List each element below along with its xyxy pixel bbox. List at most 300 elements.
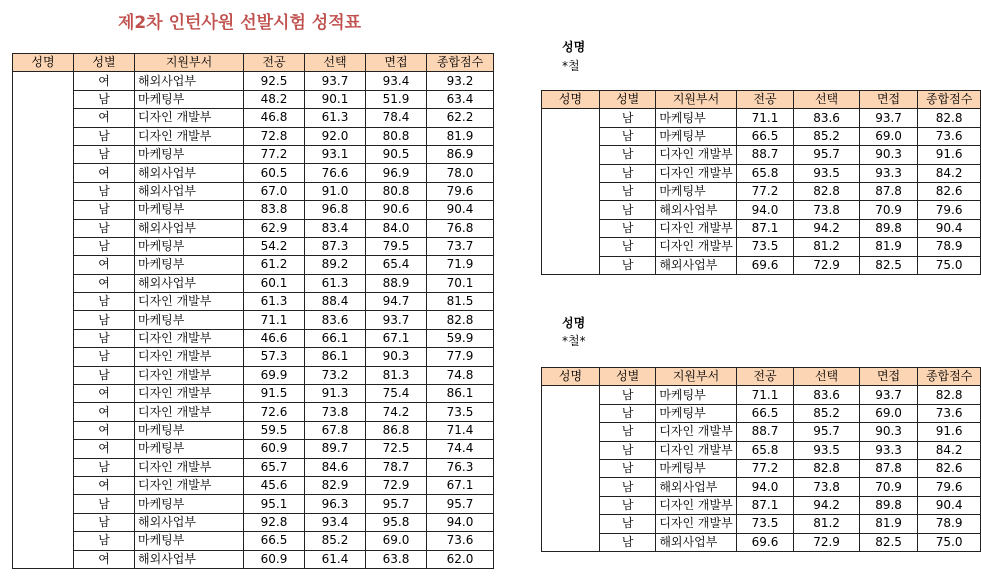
cell-major-score[interactable]: 73.5 xyxy=(736,238,794,256)
cell-total-score[interactable]: 81.5 xyxy=(427,293,494,311)
cell-interview-score[interactable]: 93.3 xyxy=(859,441,917,459)
cell-total-score[interactable]: 78.9 xyxy=(918,515,981,533)
cell-elective-score[interactable]: 83.6 xyxy=(794,386,859,404)
cell-total-score[interactable]: 90.4 xyxy=(918,219,981,237)
cell-department[interactable]: 디자인 개발부 xyxy=(656,423,736,441)
cell-major-score[interactable]: 69.6 xyxy=(736,256,794,274)
header-gender[interactable]: 성별 xyxy=(600,91,656,109)
cell-department[interactable]: 마케팅부 xyxy=(656,459,736,477)
cell-elective-score[interactable]: 93.5 xyxy=(794,441,859,459)
cell-interview-score[interactable]: 78.4 xyxy=(366,109,427,127)
cell-name[interactable] xyxy=(13,440,74,458)
cell-gender[interactable]: 남 xyxy=(74,293,135,311)
cell-department[interactable]: 마케팅부 xyxy=(656,109,736,127)
cell-major-score[interactable]: 69.6 xyxy=(736,533,794,551)
cell-major-score[interactable]: 87.1 xyxy=(736,496,794,514)
cell-elective-score[interactable]: 61.3 xyxy=(305,274,366,292)
cell-gender[interactable]: 여 xyxy=(74,440,135,458)
cell-total-score[interactable]: 75.0 xyxy=(918,533,981,551)
cell-major-score[interactable]: 61.2 xyxy=(244,256,305,274)
cell-name[interactable] xyxy=(13,532,74,550)
cell-department[interactable]: 해외사업부 xyxy=(135,182,244,200)
cell-elective-score[interactable]: 96.8 xyxy=(305,201,366,219)
cell-department[interactable]: 디자인 개발부 xyxy=(656,441,736,459)
cell-total-score[interactable]: 94.0 xyxy=(427,513,494,531)
cell-elective-score[interactable]: 89.7 xyxy=(305,440,366,458)
cell-total-score[interactable]: 73.6 xyxy=(427,532,494,550)
header-name[interactable]: 성명 xyxy=(542,368,600,386)
cell-interview-score[interactable]: 80.8 xyxy=(366,182,427,200)
cell-total-score[interactable]: 82.8 xyxy=(918,386,981,404)
cell-major-score[interactable]: 94.0 xyxy=(736,201,794,219)
cell-elective-score[interactable]: 81.2 xyxy=(794,238,859,256)
cell-department[interactable]: 해외사업부 xyxy=(135,72,244,90)
cell-gender[interactable]: 여 xyxy=(74,403,135,421)
cell-gender[interactable]: 남 xyxy=(600,146,656,164)
cell-gender[interactable]: 남 xyxy=(600,127,656,145)
criteria1-value[interactable]: *철 xyxy=(562,59,580,73)
cell-interview-score[interactable]: 82.5 xyxy=(859,256,917,274)
cell-department[interactable]: 디자인 개발부 xyxy=(135,329,244,347)
cell-interview-score[interactable]: 78.7 xyxy=(366,458,427,476)
cell-interview-score[interactable]: 84.0 xyxy=(366,219,427,237)
cell-department[interactable]: 디자인 개발부 xyxy=(135,127,244,145)
cell-major-score[interactable]: 65.8 xyxy=(736,441,794,459)
cell-major-score[interactable]: 94.0 xyxy=(736,478,794,496)
cell-gender[interactable]: 남 xyxy=(600,182,656,200)
cell-name[interactable] xyxy=(13,90,74,108)
cell-major-score[interactable]: 66.5 xyxy=(736,404,794,422)
cell-gender[interactable]: 남 xyxy=(74,237,135,255)
cell-major-score[interactable]: 46.8 xyxy=(244,109,305,127)
cell-department[interactable]: 디자인 개발부 xyxy=(656,164,736,182)
cell-major-score[interactable]: 69.9 xyxy=(244,366,305,384)
header-name[interactable]: 성명 xyxy=(13,54,74,72)
cell-total-score[interactable]: 76.8 xyxy=(427,219,494,237)
cell-major-score[interactable]: 77.2 xyxy=(736,182,794,200)
cell-interview-score[interactable]: 93.7 xyxy=(859,386,917,404)
cell-gender[interactable]: 여 xyxy=(74,164,135,182)
cell-interview-score[interactable]: 63.8 xyxy=(366,550,427,568)
cell-gender[interactable]: 여 xyxy=(74,421,135,439)
header-name[interactable]: 성명 xyxy=(542,91,600,109)
cell-gender[interactable]: 여 xyxy=(74,385,135,403)
cell-department[interactable]: 마케팅부 xyxy=(656,127,736,145)
cell-elective-score[interactable]: 95.7 xyxy=(794,146,859,164)
cell-major-score[interactable]: 60.1 xyxy=(244,274,305,292)
cell-major-score[interactable]: 60.9 xyxy=(244,440,305,458)
cell-elective-score[interactable]: 94.2 xyxy=(794,496,859,514)
cell-gender[interactable]: 남 xyxy=(74,127,135,145)
cell-total-score[interactable]: 75.0 xyxy=(918,256,981,274)
cell-major-score[interactable]: 77.2 xyxy=(244,145,305,163)
cell-gender[interactable]: 남 xyxy=(600,404,656,422)
cell-elective-score[interactable]: 73.8 xyxy=(794,478,859,496)
cell-gender[interactable]: 남 xyxy=(600,201,656,219)
cell-elective-score[interactable]: 94.2 xyxy=(794,219,859,237)
cell-major-score[interactable]: 60.9 xyxy=(244,550,305,568)
cell-gender[interactable]: 남 xyxy=(74,495,135,513)
cell-department[interactable]: 디자인 개발부 xyxy=(135,403,244,421)
cell-major-score[interactable]: 71.1 xyxy=(244,311,305,329)
cell-elective-score[interactable]: 85.2 xyxy=(794,404,859,422)
cell-interview-score[interactable]: 90.3 xyxy=(859,146,917,164)
cell-interview-score[interactable]: 88.9 xyxy=(366,274,427,292)
cell-major-score[interactable]: 45.6 xyxy=(244,476,305,494)
cell-major-score[interactable]: 66.5 xyxy=(736,127,794,145)
cell-name[interactable] xyxy=(13,495,74,513)
cell-total-score[interactable]: 82.6 xyxy=(918,182,981,200)
header-department[interactable]: 지원부서 xyxy=(656,368,736,386)
cell-name[interactable] xyxy=(13,109,74,127)
cell-name[interactable] xyxy=(542,478,600,496)
cell-total-score[interactable]: 74.4 xyxy=(427,440,494,458)
cell-name[interactable] xyxy=(13,385,74,403)
cell-major-score[interactable]: 61.3 xyxy=(244,293,305,311)
cell-major-score[interactable]: 95.1 xyxy=(244,495,305,513)
cell-interview-score[interactable]: 51.9 xyxy=(366,90,427,108)
cell-total-score[interactable]: 71.9 xyxy=(427,256,494,274)
cell-department[interactable]: 해외사업부 xyxy=(135,550,244,568)
cell-interview-score[interactable]: 90.5 xyxy=(366,145,427,163)
cell-name[interactable] xyxy=(13,201,74,219)
cell-interview-score[interactable]: 82.5 xyxy=(859,533,917,551)
cell-gender[interactable]: 남 xyxy=(600,386,656,404)
header-department[interactable]: 지원부서 xyxy=(135,54,244,72)
cell-interview-score[interactable]: 96.9 xyxy=(366,164,427,182)
cell-department[interactable]: 마케팅부 xyxy=(135,201,244,219)
header-interview-score[interactable]: 면접 xyxy=(366,54,427,72)
cell-interview-score[interactable]: 70.9 xyxy=(859,201,917,219)
cell-gender[interactable]: 남 xyxy=(74,182,135,200)
cell-department[interactable]: 디자인 개발부 xyxy=(135,293,244,311)
cell-department[interactable]: 해외사업부 xyxy=(656,478,736,496)
header-gender[interactable]: 성별 xyxy=(74,54,135,72)
cell-total-score[interactable]: 90.4 xyxy=(918,496,981,514)
cell-elective-score[interactable]: 72.9 xyxy=(794,256,859,274)
cell-total-score[interactable]: 76.3 xyxy=(427,458,494,476)
cell-total-score[interactable]: 84.2 xyxy=(918,441,981,459)
cell-department[interactable]: 마케팅부 xyxy=(656,404,736,422)
cell-elective-score[interactable]: 93.7 xyxy=(305,72,366,90)
cell-interview-score[interactable]: 81.9 xyxy=(859,515,917,533)
cell-department[interactable]: 해외사업부 xyxy=(135,164,244,182)
cell-name[interactable] xyxy=(542,146,600,164)
cell-interview-score[interactable]: 93.7 xyxy=(859,109,917,127)
cell-gender[interactable]: 남 xyxy=(600,515,656,533)
cell-total-score[interactable]: 73.6 xyxy=(918,404,981,422)
cell-name[interactable] xyxy=(542,127,600,145)
header-total-score[interactable]: 종합점수 xyxy=(918,91,981,109)
cell-major-score[interactable]: 67.0 xyxy=(244,182,305,200)
cell-major-score[interactable]: 92.8 xyxy=(244,513,305,531)
cell-name[interactable] xyxy=(542,533,600,551)
cell-interview-score[interactable]: 94.7 xyxy=(366,293,427,311)
cell-interview-score[interactable]: 72.5 xyxy=(366,440,427,458)
cell-department[interactable]: 디자인 개발부 xyxy=(135,348,244,366)
cell-major-score[interactable]: 72.6 xyxy=(244,403,305,421)
cell-elective-score[interactable]: 83.4 xyxy=(305,219,366,237)
cell-elective-score[interactable]: 92.0 xyxy=(305,127,366,145)
cell-elective-score[interactable]: 82.9 xyxy=(305,476,366,494)
cell-total-score[interactable]: 91.6 xyxy=(918,423,981,441)
cell-interview-score[interactable]: 74.2 xyxy=(366,403,427,421)
cell-name[interactable] xyxy=(13,293,74,311)
cell-department[interactable]: 마케팅부 xyxy=(135,440,244,458)
cell-elective-score[interactable]: 91.3 xyxy=(305,385,366,403)
cell-department[interactable]: 해외사업부 xyxy=(135,219,244,237)
cell-department[interactable]: 디자인 개발부 xyxy=(656,146,736,164)
cell-name[interactable] xyxy=(542,256,600,274)
cell-gender[interactable]: 남 xyxy=(74,219,135,237)
cell-total-score[interactable]: 73.5 xyxy=(427,403,494,421)
cell-total-score[interactable]: 63.4 xyxy=(427,90,494,108)
cell-name[interactable] xyxy=(13,348,74,366)
cell-major-score[interactable]: 71.1 xyxy=(736,386,794,404)
cell-name[interactable] xyxy=(13,182,74,200)
cell-elective-score[interactable]: 93.5 xyxy=(794,164,859,182)
cell-interview-score[interactable]: 75.4 xyxy=(366,385,427,403)
cell-name[interactable] xyxy=(13,366,74,384)
cell-interview-score[interactable]: 69.0 xyxy=(859,404,917,422)
cell-major-score[interactable]: 46.6 xyxy=(244,329,305,347)
cell-interview-score[interactable]: 86.8 xyxy=(366,421,427,439)
cell-total-score[interactable]: 77.9 xyxy=(427,348,494,366)
cell-department[interactable]: 마케팅부 xyxy=(135,495,244,513)
cell-interview-score[interactable]: 65.4 xyxy=(366,256,427,274)
cell-interview-score[interactable]: 93.7 xyxy=(366,311,427,329)
header-total-score[interactable]: 종합점수 xyxy=(918,368,981,386)
cell-major-score[interactable]: 88.7 xyxy=(736,146,794,164)
cell-name[interactable] xyxy=(542,164,600,182)
cell-gender[interactable]: 남 xyxy=(74,201,135,219)
cell-name[interactable] xyxy=(542,515,600,533)
cell-gender[interactable]: 남 xyxy=(600,219,656,237)
cell-name[interactable] xyxy=(542,201,600,219)
header-total-score[interactable]: 종합점수 xyxy=(427,54,494,72)
cell-total-score[interactable]: 91.6 xyxy=(918,146,981,164)
cell-department[interactable]: 해외사업부 xyxy=(656,201,736,219)
cell-gender[interactable]: 남 xyxy=(74,348,135,366)
cell-total-score[interactable]: 79.6 xyxy=(918,478,981,496)
cell-elective-score[interactable]: 82.8 xyxy=(794,182,859,200)
cell-total-score[interactable]: 59.9 xyxy=(427,329,494,347)
cell-major-score[interactable]: 57.3 xyxy=(244,348,305,366)
cell-major-score[interactable]: 88.7 xyxy=(736,423,794,441)
cell-elective-score[interactable]: 81.2 xyxy=(794,515,859,533)
cell-name[interactable] xyxy=(542,496,600,514)
header-interview-score[interactable]: 면접 xyxy=(859,368,917,386)
cell-elective-score[interactable]: 82.8 xyxy=(794,459,859,477)
cell-total-score[interactable]: 82.6 xyxy=(918,459,981,477)
cell-gender[interactable]: 남 xyxy=(600,459,656,477)
cell-total-score[interactable]: 90.4 xyxy=(427,201,494,219)
cell-elective-score[interactable]: 73.8 xyxy=(794,201,859,219)
cell-interview-score[interactable]: 87.8 xyxy=(859,459,917,477)
header-elective-score[interactable]: 선택 xyxy=(305,54,366,72)
cell-gender[interactable]: 남 xyxy=(74,366,135,384)
cell-total-score[interactable]: 62.0 xyxy=(427,550,494,568)
cell-elective-score[interactable]: 73.2 xyxy=(305,366,366,384)
cell-department[interactable]: 해외사업부 xyxy=(135,513,244,531)
cell-department[interactable]: 마케팅부 xyxy=(135,421,244,439)
cell-major-score[interactable]: 54.2 xyxy=(244,237,305,255)
cell-interview-score[interactable]: 93.3 xyxy=(859,164,917,182)
cell-major-score[interactable]: 59.5 xyxy=(244,421,305,439)
cell-elective-score[interactable]: 93.1 xyxy=(305,145,366,163)
cell-department[interactable]: 마케팅부 xyxy=(135,237,244,255)
cell-name[interactable] xyxy=(13,127,74,145)
cell-name[interactable] xyxy=(542,404,600,422)
cell-name[interactable] xyxy=(542,109,600,127)
cell-gender[interactable]: 남 xyxy=(600,496,656,514)
cell-interview-score[interactable]: 90.3 xyxy=(859,423,917,441)
cell-elective-score[interactable]: 85.2 xyxy=(794,127,859,145)
header-major-score[interactable]: 전공 xyxy=(244,54,305,72)
cell-elective-score[interactable]: 88.4 xyxy=(305,293,366,311)
cell-total-score[interactable]: 62.2 xyxy=(427,109,494,127)
cell-gender[interactable]: 남 xyxy=(600,441,656,459)
cell-elective-score[interactable]: 83.6 xyxy=(794,109,859,127)
cell-name[interactable] xyxy=(13,458,74,476)
cell-total-score[interactable]: 82.8 xyxy=(918,109,981,127)
cell-gender[interactable]: 남 xyxy=(74,532,135,550)
cell-interview-score[interactable]: 89.8 xyxy=(859,496,917,514)
cell-total-score[interactable]: 86.9 xyxy=(427,145,494,163)
cell-name[interactable] xyxy=(542,423,600,441)
cell-elective-score[interactable]: 95.7 xyxy=(794,423,859,441)
cell-name[interactable] xyxy=(13,145,74,163)
cell-interview-score[interactable]: 81.9 xyxy=(859,238,917,256)
cell-total-score[interactable]: 84.2 xyxy=(918,164,981,182)
cell-interview-score[interactable]: 69.0 xyxy=(859,127,917,145)
cell-major-score[interactable]: 48.2 xyxy=(244,90,305,108)
cell-interview-score[interactable]: 90.3 xyxy=(366,348,427,366)
cell-gender[interactable]: 남 xyxy=(74,458,135,476)
cell-major-score[interactable]: 87.1 xyxy=(736,219,794,237)
cell-interview-score[interactable]: 69.0 xyxy=(366,532,427,550)
cell-gender[interactable]: 남 xyxy=(600,533,656,551)
cell-elective-score[interactable]: 85.2 xyxy=(305,532,366,550)
cell-name[interactable] xyxy=(13,237,74,255)
cell-interview-score[interactable]: 72.9 xyxy=(366,476,427,494)
cell-major-score[interactable]: 62.9 xyxy=(244,219,305,237)
cell-gender[interactable]: 남 xyxy=(74,145,135,163)
cell-interview-score[interactable]: 80.8 xyxy=(366,127,427,145)
cell-gender[interactable]: 남 xyxy=(600,238,656,256)
cell-name[interactable] xyxy=(13,513,74,531)
cell-major-score[interactable]: 65.8 xyxy=(736,164,794,182)
cell-gender[interactable]: 여 xyxy=(74,274,135,292)
cell-interview-score[interactable]: 87.8 xyxy=(859,182,917,200)
cell-gender[interactable]: 여 xyxy=(74,72,135,90)
cell-name[interactable] xyxy=(13,164,74,182)
cell-gender[interactable]: 남 xyxy=(600,164,656,182)
cell-elective-score[interactable]: 86.1 xyxy=(305,348,366,366)
cell-total-score[interactable]: 73.7 xyxy=(427,237,494,255)
header-elective-score[interactable]: 선택 xyxy=(794,368,859,386)
cell-department[interactable]: 해외사업부 xyxy=(656,533,736,551)
cell-gender[interactable]: 남 xyxy=(600,256,656,274)
cell-name[interactable] xyxy=(13,550,74,568)
cell-name[interactable] xyxy=(13,72,74,90)
cell-gender[interactable]: 남 xyxy=(74,329,135,347)
cell-name[interactable] xyxy=(13,219,74,237)
cell-department[interactable]: 마케팅부 xyxy=(135,311,244,329)
cell-total-score[interactable]: 79.6 xyxy=(918,201,981,219)
cell-department[interactable]: 디자인 개발부 xyxy=(135,109,244,127)
cell-elective-score[interactable]: 90.1 xyxy=(305,90,366,108)
cell-name[interactable] xyxy=(542,219,600,237)
cell-name[interactable] xyxy=(13,274,74,292)
header-gender[interactable]: 성별 xyxy=(600,368,656,386)
cell-gender[interactable]: 남 xyxy=(600,478,656,496)
cell-elective-score[interactable]: 93.4 xyxy=(305,513,366,531)
cell-major-score[interactable]: 60.5 xyxy=(244,164,305,182)
cell-department[interactable]: 해외사업부 xyxy=(656,256,736,274)
cell-department[interactable]: 디자인 개발부 xyxy=(656,219,736,237)
cell-department[interactable]: 디자인 개발부 xyxy=(656,515,736,533)
cell-total-score[interactable]: 86.1 xyxy=(427,385,494,403)
cell-major-score[interactable]: 72.8 xyxy=(244,127,305,145)
cell-major-score[interactable]: 66.5 xyxy=(244,532,305,550)
cell-department[interactable]: 마케팅부 xyxy=(656,182,736,200)
cell-gender[interactable]: 남 xyxy=(600,109,656,127)
cell-total-score[interactable]: 78.0 xyxy=(427,164,494,182)
cell-total-score[interactable]: 95.7 xyxy=(427,495,494,513)
cell-interview-score[interactable]: 70.9 xyxy=(859,478,917,496)
cell-major-score[interactable]: 65.7 xyxy=(244,458,305,476)
cell-department[interactable]: 해외사업부 xyxy=(135,274,244,292)
cell-elective-score[interactable]: 72.9 xyxy=(794,533,859,551)
cell-name[interactable] xyxy=(13,421,74,439)
cell-elective-score[interactable]: 96.3 xyxy=(305,495,366,513)
criteria2-value[interactable]: *철* xyxy=(562,334,586,348)
cell-elective-score[interactable]: 73.8 xyxy=(305,403,366,421)
cell-major-score[interactable]: 73.5 xyxy=(736,515,794,533)
header-elective-score[interactable]: 선택 xyxy=(794,91,859,109)
cell-total-score[interactable]: 74.8 xyxy=(427,366,494,384)
cell-name[interactable] xyxy=(542,182,600,200)
cell-name[interactable] xyxy=(542,459,600,477)
cell-gender[interactable]: 남 xyxy=(74,311,135,329)
cell-name[interactable] xyxy=(13,403,74,421)
cell-major-score[interactable]: 83.8 xyxy=(244,201,305,219)
cell-name[interactable] xyxy=(13,476,74,494)
cell-gender[interactable]: 여 xyxy=(74,109,135,127)
cell-department[interactable]: 마케팅부 xyxy=(135,90,244,108)
cell-total-score[interactable]: 71.4 xyxy=(427,421,494,439)
cell-department[interactable]: 마케팅부 xyxy=(135,145,244,163)
cell-gender[interactable]: 남 xyxy=(74,513,135,531)
cell-total-score[interactable]: 81.9 xyxy=(427,127,494,145)
header-interview-score[interactable]: 면접 xyxy=(859,91,917,109)
cell-department[interactable]: 마케팅부 xyxy=(656,386,736,404)
cell-major-score[interactable]: 77.2 xyxy=(736,459,794,477)
cell-interview-score[interactable]: 95.8 xyxy=(366,513,427,531)
cell-elective-score[interactable]: 83.6 xyxy=(305,311,366,329)
cell-name[interactable] xyxy=(542,238,600,256)
cell-major-score[interactable]: 91.5 xyxy=(244,385,305,403)
cell-elective-score[interactable]: 67.8 xyxy=(305,421,366,439)
cell-name[interactable] xyxy=(542,386,600,404)
cell-total-score[interactable]: 67.1 xyxy=(427,476,494,494)
header-department[interactable]: 지원부서 xyxy=(656,91,736,109)
cell-elective-score[interactable]: 76.6 xyxy=(305,164,366,182)
header-major-score[interactable]: 전공 xyxy=(736,91,794,109)
cell-elective-score[interactable]: 84.6 xyxy=(305,458,366,476)
cell-elective-score[interactable]: 66.1 xyxy=(305,329,366,347)
